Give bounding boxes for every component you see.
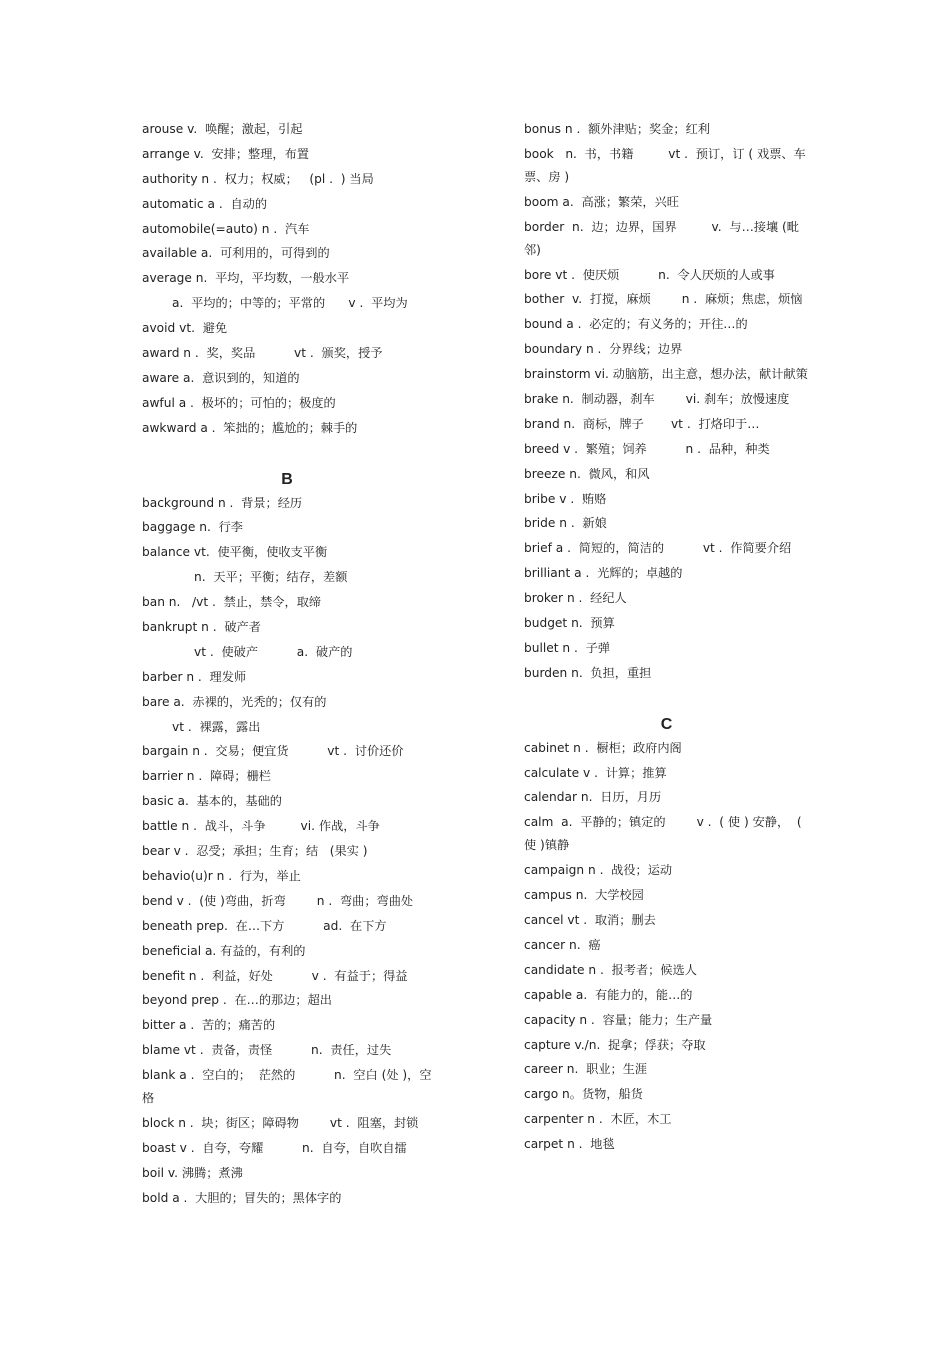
dictionary-entry: carpenter n . 木匠，木工	[524, 1112, 672, 1127]
dictionary-entry: burden n. 负担，重担	[524, 665, 652, 680]
section-gap	[142, 442, 432, 468]
dictionary-entry: beyond prep . 在…的那边；超出	[142, 993, 332, 1008]
dictionary-entry: automatic a . 自动的	[142, 196, 268, 211]
left-column	[142, 118, 432, 1212]
section-gap	[524, 687, 809, 713]
dictionary-entry: bankrupt n . 破产者	[142, 620, 261, 635]
dictionary-entry: capture v./n. 捉拿；俘获；夺取	[524, 1037, 706, 1052]
dictionary-entry: aware a. 意识到的，知道的	[142, 370, 300, 385]
dictionary-entry: boom a. 高涨；繁荣，兴旺	[524, 194, 679, 209]
dictionary-entry: beneath prep. 在…下方 ad. 在下方	[142, 918, 387, 933]
dictionary-entry: authority n . 权力；权威； (pl . ) 当局	[142, 171, 374, 186]
dictionary-entry: award n . 奖，奖品 vt . 颁奖，授予	[142, 346, 383, 361]
dictionary-entry: book n. 书，书籍 vt . 预订，订 ( 戏票、车票、房 )	[524, 146, 806, 184]
dictionary-entry: benefit n . 利益，好处 v . 有益于；得益	[142, 968, 408, 983]
dictionary-entry: campaign n . 战役；运动	[524, 863, 673, 878]
dictionary-entry: bride n . 新娘	[524, 516, 607, 531]
dictionary-entry: brief a . 简短的，简洁的 vt . 作简要介绍	[524, 541, 792, 556]
right-column	[524, 118, 809, 1158]
section-letter-heading: B	[281, 470, 293, 488]
dictionary-entry: boast v . 自夸，夸耀 n. 自夸，自吹自擂	[142, 1140, 407, 1155]
dictionary-entry: capable a. 有能力的，能…的	[524, 987, 693, 1002]
dictionary-entry: vt . 使破产 a. 破产的	[194, 644, 353, 659]
dictionary-entry: vt . 裸露，露出	[172, 719, 261, 734]
dictionary-entry: blank a . 空白的； 茫然的 n. 空白 (处 )，空格	[142, 1068, 432, 1106]
dictionary-entry: breeze n. 微风，和风	[524, 466, 650, 481]
dictionary-entry: broker n . 经纪人	[524, 591, 627, 606]
dictionary-entry: breed v . 繁殖；饲养 n . 品种，种类	[524, 441, 770, 456]
dictionary-entry: bother v. 打搅，麻烦 n . 麻烦；焦虑，烦恼	[524, 292, 803, 307]
dictionary-entry: average n. 平均，平均数，一般水平	[142, 271, 350, 286]
dictionary-entry: cancer n. 癌	[524, 937, 601, 952]
dictionary-entry: bear v . 忍受；承担；生育；结 (果实 )	[142, 844, 368, 859]
dictionary-entry: cancel vt . 取消；删去	[524, 913, 656, 928]
dictionary-entry: block n . 块；街区；障碍物 vt . 阻塞，封锁	[142, 1115, 419, 1130]
dictionary-entry: bullet n . 子弹	[524, 640, 610, 655]
dictionary-entry: brainstorm vi. 动脑筋，出主意，想办法，献计献策	[524, 367, 808, 382]
dictionary-entry: bare a. 赤裸的，光秃的；仅有的	[142, 694, 327, 709]
dictionary-entry: background n . 背景；经历	[142, 495, 303, 510]
dictionary-entry: barrier n . 障碍；栅栏	[142, 769, 271, 784]
dictionary-entry: budget n. 预算	[524, 616, 615, 631]
dictionary-entry: blame vt . 责备，责怪 n. 责任，过失	[142, 1043, 392, 1058]
dictionary-entry: awkward a . 笨拙的；尴尬的；棘手的	[142, 420, 358, 435]
dictionary-entry: brake n. 制动器，刹车 vi. 刹车；放慢速度	[524, 392, 790, 407]
dictionary-entry: boil v. 沸腾；煮沸	[142, 1165, 243, 1180]
dictionary-entry: beneficial a. 有益的，有利的	[142, 943, 306, 958]
dictionary-entry: boundary n . 分界线；边界	[524, 342, 683, 357]
dictionary-entry: brilliant a . 光辉的；卓越的	[524, 566, 683, 581]
dictionary-entry: career n. 职业；生涯	[524, 1062, 648, 1077]
dictionary-entry: behavio(u)r n . 行为，举止	[142, 868, 301, 883]
dictionary-entry: cabinet n . 橱柜；政府内阁	[524, 740, 682, 755]
dictionary-entry: n. 天平；平衡；结存，差额	[194, 570, 348, 585]
dictionary-entry: barber n . 理发师	[142, 669, 247, 684]
dictionary-entry: balance vt. 使平衡，使收支平衡	[142, 545, 328, 560]
dictionary-entry: carpet n . 地毯	[524, 1137, 615, 1152]
dictionary-entry: bribe v . 贿赂	[524, 491, 607, 506]
dictionary-entry: bitter a . 苦的；痛苦的	[142, 1018, 276, 1033]
dictionary-entry: campus n. 大学校园	[524, 888, 644, 903]
dictionary-entry: awful a . 极坏的；可怕的；极度的	[142, 395, 336, 410]
dictionary-entry: ban n. /vt . 禁止，禁令，取缔	[142, 595, 322, 610]
dictionary-entry: automobile(=auto) n . 汽车	[142, 221, 310, 236]
dictionary-entry: baggage n. 行李	[142, 520, 243, 535]
dictionary-entry: bonus n . 额外津贴；奖金；红利	[524, 122, 710, 136]
dictionary-entry: basic a. 基本的，基础的	[142, 794, 282, 809]
dictionary-entry: arrange v. 安排；整理，布置	[142, 146, 309, 161]
dictionary-entry: bound a . 必定的；有义务的；开往…的	[524, 317, 748, 332]
dictionary-entry: calendar n. 日历，月历	[524, 790, 662, 805]
dictionary-entry: calculate v . 计算；推算	[524, 765, 667, 780]
dictionary-entry: bold a . 大胆的；冒失的；黑体字的	[142, 1190, 342, 1205]
dictionary-entry: available a. 可利用的，可得到的	[142, 246, 330, 261]
dictionary-entry: a. 平均的；中等的；平常的 v . 平均为	[172, 296, 408, 311]
dictionary-entry: bargain n . 交易；便宜货 vt . 讨价还价	[142, 744, 404, 759]
dictionary-entry: battle n . 战斗，斗争 vi. 作战，斗争	[142, 819, 380, 834]
dictionary-entry: avoid vt. 避免	[142, 321, 228, 336]
dictionary-entry: candidate n . 报考者；候选人	[524, 962, 697, 977]
dictionary-entry: bore vt . 使厌烦 n. 令人厌烦的人或事	[524, 267, 775, 282]
dictionary-entry: bend v . (使 )弯曲，折弯 n . 弯曲；弯曲处	[142, 893, 414, 908]
dictionary-entry: cargo n。货物，船货	[524, 1087, 643, 1102]
dictionary-entry: calm a. 平静的；镇定的 v . ( 使 ) 安静， ( 使 )镇静	[524, 815, 806, 853]
section-letter-heading: C	[660, 715, 673, 733]
dictionary-entry: brand n. 商标，牌子 vt . 打烙印于…	[524, 416, 760, 431]
dictionary-entry: border n. 边；边界，国界 v. 与…接壤 (毗邻)	[524, 219, 799, 257]
dictionary-entry: arouse v. 唤醒；激起，引起	[142, 122, 303, 136]
dictionary-entry: capacity n . 容量；能力；生产量	[524, 1012, 713, 1027]
